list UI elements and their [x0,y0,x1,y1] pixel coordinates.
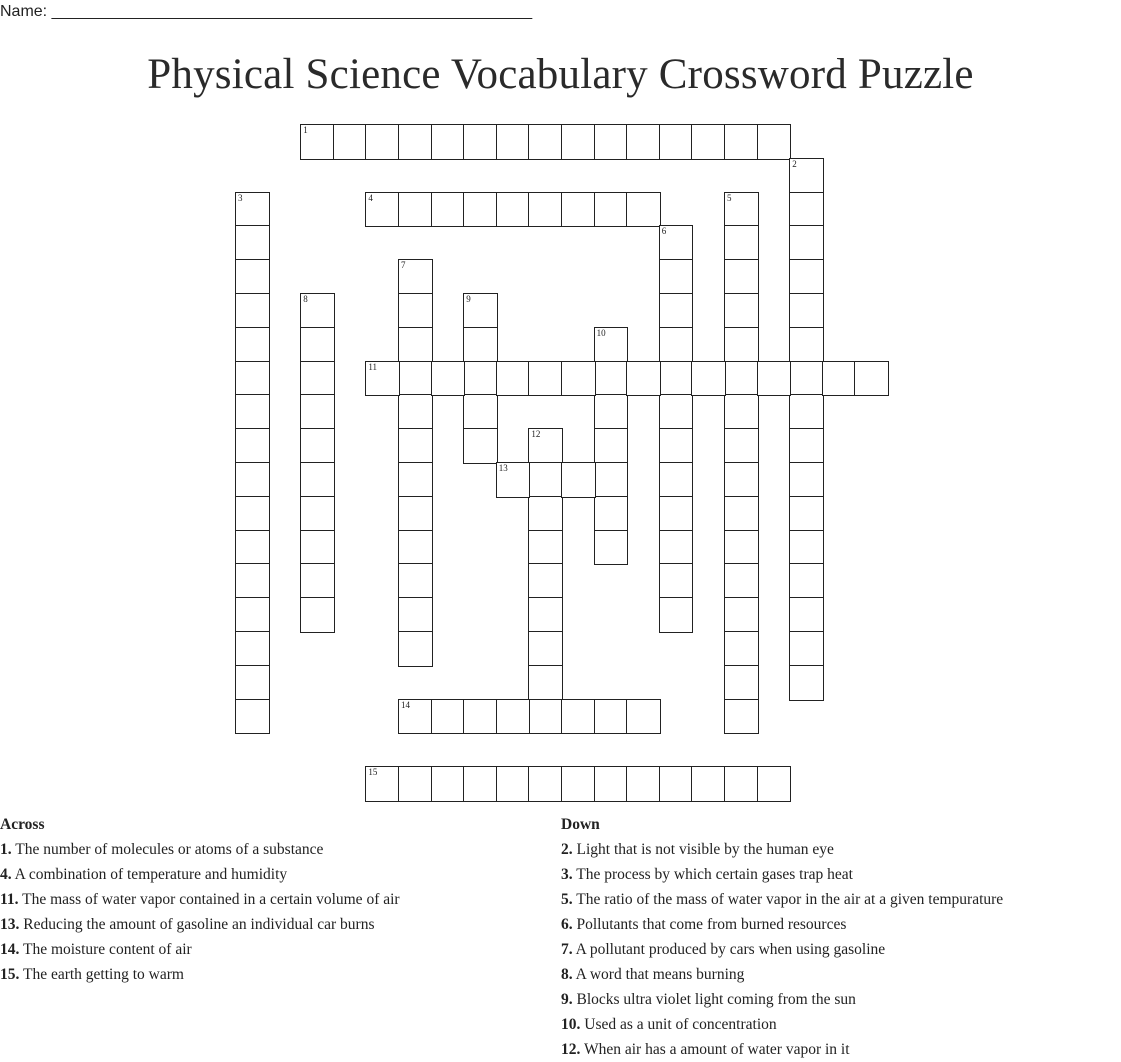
clue-number: 11 [368,361,378,372]
crossword-cell[interactable] [301,463,334,497]
clue-text: The number of molecules or atoms of a substance [11,841,324,858]
crossword-cell[interactable] [236,395,269,429]
crossword-cell[interactable] [399,125,432,159]
crossword-cell[interactable] [236,226,269,260]
clue-text: The moisture content of air [19,941,192,958]
crossword-cell[interactable] [595,328,628,362]
clue-number-label: 5. [561,891,573,908]
crossword-cell[interactable] [464,395,497,429]
crossword-cell[interactable] [823,362,856,396]
clue-number: 5 [727,192,732,203]
crossword-cell[interactable] [236,193,269,227]
crossword-cell[interactable] [399,700,432,734]
clue-text: The mass of water vapor contained in a certain volume of air [18,891,400,908]
crossword-cell[interactable] [301,395,334,429]
crossword-cell[interactable] [660,497,693,531]
clue-item [561,937,1121,962]
crossword-cell[interactable] [497,125,530,159]
crossword-cell[interactable] [399,429,432,463]
crossword-cell[interactable] [562,125,595,159]
crossword-cell[interactable] [366,193,399,227]
crossword-cell[interactable] [790,497,823,531]
crossword-cell[interactable] [790,294,823,328]
crossword-cell[interactable] [432,767,465,801]
clue-item [561,1037,1121,1062]
crossword-cell[interactable] [399,395,432,429]
crossword-cell[interactable] [529,497,562,531]
crossword-cell[interactable] [366,362,399,396]
clue-number: 7 [401,260,406,271]
crossword-cell[interactable] [399,598,432,632]
clue-number: 2 [792,158,797,169]
crossword-cell[interactable] [725,328,758,362]
crossword-cell[interactable] [725,226,758,260]
crossword-cell[interactable] [595,463,628,497]
crossword-cell[interactable] [660,598,693,632]
clue-number-label: 3. [561,866,573,883]
crossword-cell[interactable] [236,429,269,463]
crossword-cell[interactable] [595,531,628,565]
crossword-cell[interactable] [301,328,334,362]
clue-number-label: 10. [561,1016,581,1033]
crossword-cell[interactable] [595,395,628,429]
crossword-cell[interactable] [464,193,497,227]
clue-text: Reducing the amount of gasoline an individual car burns [19,916,375,933]
crossword-cell[interactable] [725,429,758,463]
crossword-cell[interactable] [595,429,628,463]
crossword-cell[interactable] [725,497,758,531]
crossword-cell[interactable] [529,125,562,159]
crossword-cell[interactable] [790,564,823,598]
clue-text: Blocks ultra violet light coming from the sun [572,991,856,1008]
crossword-cell[interactable] [464,767,497,801]
clue-item [561,862,1121,887]
crossword-cell[interactable] [464,362,497,396]
down-heading: Down [561,816,600,833]
crossword-cell[interactable] [660,328,693,362]
crossword-cell[interactable] [497,463,530,497]
clue-text: A pollutant produced by cars when using gasoline [572,941,886,958]
crossword-cell[interactable] [399,260,432,294]
crossword-cell[interactable] [464,429,497,463]
clue-item [561,962,1121,987]
crossword-cell[interactable] [855,362,888,396]
clue-number: 6 [661,226,667,237]
crossword-cell[interactable] [660,294,693,328]
crossword-cell[interactable] [301,362,334,396]
crossword-cell[interactable] [790,632,823,666]
crossword-cell[interactable] [529,193,562,227]
crossword-cell[interactable] [497,700,530,734]
crossword-cell[interactable] [399,531,432,565]
crossword-cell[interactable] [660,767,693,801]
crossword-cell[interactable] [660,125,693,159]
crossword-cell[interactable] [399,328,432,362]
clue-number-label: 14. [0,941,20,958]
crossword-cell[interactable] [660,429,693,463]
crossword-cell[interactable] [660,395,693,429]
crossword-cell[interactable] [790,429,823,463]
clue-number-label: 15. [0,966,20,983]
crossword-cell[interactable] [595,362,628,396]
clue-number-label: 9. [561,991,573,1008]
crossword-cell[interactable] [725,294,758,328]
clue-item [0,837,540,862]
puzzle-title: Physical Science Vocabulary Crossword Puzzle [147,51,974,98]
crossword-cell[interactable] [790,159,823,193]
crossword-cell[interactable] [660,531,693,565]
clue-text: The earth getting to warm [19,966,184,983]
crossword-cell[interactable] [301,294,334,328]
crossword-cell[interactable] [725,767,758,801]
crossword-cell[interactable] [334,125,367,159]
crossword-cell[interactable] [236,328,269,362]
crossword-cell[interactable] [497,193,530,227]
crossword-cell[interactable] [790,226,823,260]
crossword-cell[interactable] [790,463,823,497]
crossword-cell[interactable] [432,193,465,227]
clue-number: 4 [368,192,373,203]
crossword-cell[interactable] [301,598,334,632]
crossword-cell[interactable] [790,193,823,227]
crossword-cell[interactable] [301,125,334,159]
clue-number: 13 [498,463,508,473]
crossword-cell[interactable] [692,125,725,159]
clue-number: 9 [466,294,471,304]
clue-item [0,937,540,962]
crossword-cell[interactable] [464,328,497,362]
crossword-cell[interactable] [399,632,432,666]
crossword-cell[interactable] [790,328,823,362]
clue-number: 12 [531,429,541,440]
clue-text: The process by which certain gases trap heat [572,866,853,883]
crossword-cell[interactable] [432,362,465,396]
crossword-cell[interactable] [236,666,269,700]
clue-number-label: 2. [561,841,573,858]
crossword-cell[interactable] [529,429,562,463]
crossword-cell[interactable] [432,700,465,734]
crossword-cell[interactable] [399,294,432,328]
clue-item [0,862,540,887]
crossword-cell[interactable] [236,463,269,497]
clue-text: Used as a unit of concentration [580,1016,777,1033]
crossword-cell[interactable] [236,598,269,632]
clue-number-label: 6. [561,916,573,933]
crossword-cell[interactable] [529,632,562,666]
crossword-cell[interactable] [725,193,758,227]
crossword-cell[interactable] [627,700,660,734]
clue-number: 15 [368,767,378,778]
crossword-cell[interactable] [562,700,595,734]
crossword-cell[interactable] [725,260,758,294]
crossword-cell[interactable] [627,193,660,227]
crossword-cell[interactable] [692,362,725,396]
crossword-cell[interactable] [236,632,269,666]
crossword-cell[interactable] [595,700,628,734]
crossword-cell[interactable] [529,362,562,396]
crossword-cell[interactable] [399,463,432,497]
crossword-cell[interactable] [301,531,334,565]
crossword-cell[interactable] [529,598,562,632]
across-clue-list [0,837,540,987]
clue-text: A word that means burning [572,966,745,983]
crossword-cell[interactable] [236,700,269,734]
crossword-cell[interactable] [595,767,628,801]
clue-number-label: 13. [0,916,20,933]
crossword-cell[interactable] [660,564,693,598]
crossword-cell[interactable] [529,564,562,598]
crossword-cell[interactable] [758,125,791,159]
crossword-cell[interactable] [399,193,432,227]
crossword-cell[interactable] [595,125,628,159]
clue-text: The ratio of the mass of water vapor in the air at a given tempurature [572,891,1004,908]
crossword-cell[interactable] [529,463,562,497]
crossword-cell[interactable] [725,463,758,497]
crossword-cell[interactable] [366,767,399,801]
crossword-cell[interactable] [464,125,497,159]
crossword-cell[interactable] [236,294,269,328]
crossword-cell[interactable] [399,564,432,598]
crossword-cell[interactable] [627,125,660,159]
crossword-cell[interactable] [432,125,465,159]
crossword-cell[interactable] [236,260,269,294]
crossword-cell[interactable] [399,767,432,801]
crossword-cell[interactable] [464,294,497,328]
clue-text: A combination of temperature and humidity [11,866,288,883]
crossword-cell[interactable] [236,497,269,531]
clue-item [561,912,1121,937]
down-clues [561,812,1121,1062]
crossword-cell[interactable] [529,700,562,734]
crossword-cell[interactable] [790,362,823,396]
crossword-cell[interactable] [595,193,628,227]
crossword-cell[interactable] [790,260,823,294]
crossword-cell[interactable] [562,463,595,497]
clue-text: When air has a amount of water vapor in it [580,1041,850,1058]
crossword-cell[interactable] [790,598,823,632]
clue-number-label: 4. [0,866,12,883]
crossword-cell[interactable] [790,395,823,429]
crossword-cell[interactable] [399,362,432,396]
clue-item [0,912,540,937]
crossword-cell[interactable] [301,497,334,531]
crossword-cell[interactable] [399,497,432,531]
clue-number-label: 7. [561,941,573,958]
clue-number-label: 1. [0,841,12,858]
crossword-cell[interactable] [562,767,595,801]
crossword-cell[interactable] [660,463,693,497]
crossword-cell[interactable] [725,125,758,159]
down-clue-list [561,837,1121,1062]
crossword-cell[interactable] [529,666,562,700]
clue-number: 3 [238,192,243,203]
across-clues [0,812,540,987]
crossword-cell[interactable] [725,666,758,700]
crossword-cell[interactable] [725,362,758,396]
crossword-cell[interactable] [627,362,660,396]
crossword-cell[interactable] [301,564,334,598]
crossword-cell[interactable] [692,767,725,801]
clue-item [0,887,540,912]
crossword-cell[interactable] [497,767,530,801]
crossword-cell[interactable] [758,362,791,396]
crossword-cell[interactable] [660,226,693,260]
crossword-cell[interactable] [497,362,530,396]
clue-number-label: 11. [0,891,19,908]
crossword-cell[interactable] [595,497,628,531]
clue-item [561,987,1121,1012]
crossword-cell[interactable] [236,531,269,565]
clue-item [561,887,1121,912]
crossword-cell[interactable] [529,531,562,565]
crossword-cell[interactable] [725,700,758,734]
crossword-cell[interactable] [529,767,562,801]
crossword-cell[interactable] [627,767,660,801]
clue-number: 10 [596,327,606,338]
crossword-cell[interactable] [236,362,269,396]
crossword-cell[interactable] [464,700,497,734]
crossword-cell[interactable] [725,531,758,565]
crossword-cell[interactable] [790,666,823,700]
crossword-cell[interactable] [660,260,693,294]
clue-text: Pollutants that come from burned resources [572,916,847,933]
clue-number: 14 [401,699,410,710]
crossword-cell[interactable] [725,632,758,666]
crossword-cell[interactable] [660,362,693,396]
clue-number-label: 12. [561,1041,581,1058]
crossword-cell[interactable] [790,531,823,565]
clue-text: Light that is not visible by the human eye [572,841,834,858]
clue-item [561,1012,1121,1037]
clue-item [0,962,540,987]
crossword-cell[interactable] [758,767,791,801]
clue-number: 1 [303,125,308,135]
across-heading: Across [0,816,45,833]
crossword-cell[interactable] [301,429,334,463]
crossword-cell[interactable] [366,125,399,159]
crossword-cell[interactable] [725,564,758,598]
crossword-cell[interactable] [562,362,595,396]
crossword-cell[interactable] [725,395,758,429]
clue-item [561,837,1121,862]
crossword-cell[interactable] [725,598,758,632]
crossword-cell[interactable] [236,564,269,598]
name-field[interactable]: Name: ______________________________________________________ [0,3,533,20]
clue-number-label: 8. [561,966,573,983]
clue-number: 8 [303,294,308,304]
crossword-cell[interactable] [562,193,595,227]
